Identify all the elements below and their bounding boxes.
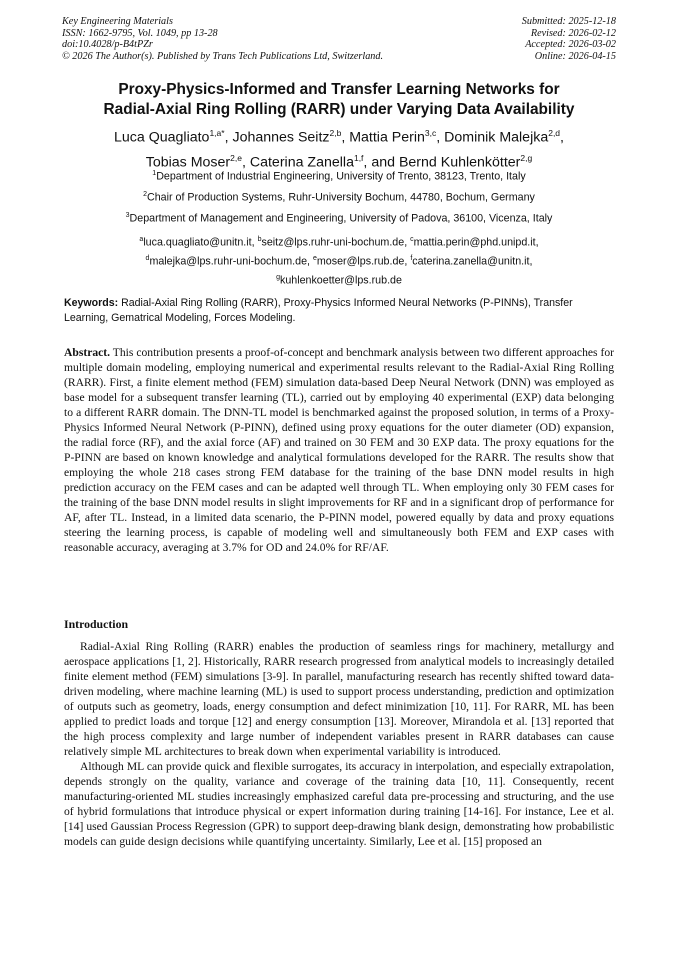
journal-header: [62, 16, 616, 62]
publication-dates: [522, 16, 616, 62]
author-affil: 1,f: [353, 152, 364, 163]
email: moser@lps.rub.de: [316, 255, 405, 268]
keywords-text: Radial-Axial Ring Rolling (RARR), Proxy-Physics Informed Neural Networks (P-PINNs), Transfer Learning, Gematrical Modeling, Forces Modeling.: [64, 297, 573, 324]
authors-and: and: [371, 154, 395, 171]
paragraph: Radial-Axial Ring Rolling (RARR) enables the production of seamless rings for machinery, metallurgy and aerospace applications [1, 2]. Historically, RARR research progressed from analytical models to increasingly detailed finite element method (FEM) simulations [3-9]. In parallel, manufacturing research has recently shifted toward data-driven modeling, where machine learning (ML) is used to support process understanding, prediction and optimization of outputs such as geometry, loads, energy consumption and defect minimization [10, 11]. For RARR, ML has been applied to predict loads and torque [12] and energy consumption [13]. Moreover, Mirandola et al. [13] reported that the high process complexity and large number of independent variables present in RARR databases can cause relatively simple ML architectures to break down when experimental variability is introduced.: [64, 640, 614, 758]
keywords-label: Keywords:: [64, 297, 119, 309]
journal-issn: ISSN: 1662-9795, Vol. 1049, pp 13-28: [62, 27, 218, 39]
author-affil: 2,b: [329, 128, 342, 138]
abstract-label: Abstract.: [64, 346, 111, 359]
email: malejka@lps.ruhr-uni-bochum.de: [149, 255, 308, 268]
title-line-2: Radial-Axial Ring Rolling (RARR) under Varying Data Availability: [103, 101, 575, 118]
author-affil: 2,e: [230, 152, 242, 163]
paragraph: Although ML can provide quick and flexible surrogates, its accuracy in interpolation, and especially extrapolation, depends strongly on the quality, variance and coverage of the training data [10, 11]. Consequently, recent manufacturing-oriented ML studies increasingly emphasized careful data pre-processing and structuring, and the use of hybrid formulations that introduce physical or expert information during training [14-16]. For instance, Lee et al. [14] used Gaussian Process Regression (GPR) to support deep-drawing blank design, demonstrating how probabilistic models can guide design decisions while quantifying uncertainty. Similarly, Lee et al. [15] proposed an: [64, 760, 614, 848]
author-affil: 1,a*: [209, 128, 225, 138]
author-name: Mattia Perin: [349, 129, 425, 146]
introduction-body: [64, 639, 614, 849]
journal-copyright: © 2026 The Author(s). Published by Trans Tech Publications Ltd, Switzerland.: [62, 50, 384, 62]
date-online: Online: 2026-04-15: [534, 50, 616, 62]
author-name: Luca Quagliato: [114, 129, 210, 146]
email-letter: a: [139, 236, 144, 243]
date-submitted: Submitted: 2025-12-18: [521, 16, 616, 27]
email: seitz@lps.ruhr-uni-bochum.de: [261, 236, 405, 249]
abstract-text: This contribution presents a proof-of-concept and benchmark analysis between two different approaches for multiple domain modeling, employing numerical and experimental results relevant to the Radial-Axial Ring Rolling (RARR). First, a finite element method (FEM) simulation data-based Deep Neural Network (DNN) was employed as base model for a subsequent transfer learning (TL), carried out by employing 40 experimental (EXP) data belonging to a different RARR domain. The DNN-TL model is benchmarked against the proposed solution, in terms of a Proxy-Physics Informed Neural Network (P-PINN), defined using proxy equations for the outer diameter (OD) expansion, the radial force (RF), and the axial force (AF) and trained on 30 FEM and 30 EXP data. The proxy equations for the P-PINN are based on known knowledge and analytical formulations developed for the RARR. The results show that employing the whole 218 cases strong FEM database for the training of the base DNN model results in high prediction accuracy on the FEM cases and can be adapted well through TL. When employing only 30 FEM cases for the training of the base DNN model results in slight improvements for RF and in a significant drop of performance for AF, after TL. Instead, in a limited data scenario, the P-PINN model, powered equally by data and proxy equations steering the learning process, is capable of modeling well and simultaneously both FEM and EXP cases with reasonable accuracy, averaging at 3.7% for OD and 24.0% for RF/AF.: [64, 346, 614, 554]
affiliation-text: Department of Management and Engineering, University of Padova, 36100, Vicenza, Italy: [129, 212, 553, 225]
email-letter: f: [410, 255, 413, 263]
email-letter: c: [410, 236, 414, 243]
email-letter: b: [257, 236, 262, 243]
paper-title: [40, 80, 638, 120]
authors-line-1: Luca Quagliato$^{1,a*}$, Johannes Seitz$^{2,b}$, Mattia Perin$^{3,c}$, Dominik Malejka$^{2,d}$,: [114, 128, 564, 146]
author-name: Tobias Moser: [145, 154, 231, 171]
affiliation-text: Chair of Production Systems, Ruhr-University Bochum, 44780, Bochum, Germany: [147, 191, 535, 204]
emails-line-3: [40, 270, 638, 289]
affiliation-number: 3: [125, 212, 130, 219]
author-name: Bernd Kuhlenkötter: [398, 154, 521, 171]
affiliation-number: 1: [152, 170, 157, 177]
author-name: Johannes Seitz: [232, 129, 330, 146]
author-affil: 2,g: [520, 152, 533, 163]
email: luca.quagliato@unitn.it: [143, 236, 252, 249]
journal-info: [62, 16, 383, 62]
affiliation: [40, 209, 638, 230]
author-affil: 3,c: [424, 128, 437, 138]
email-letter: e: [312, 255, 317, 263]
abstract: [64, 345, 614, 555]
email-letter: d: [145, 255, 150, 263]
date-accepted: Accepted: 2026-03-02: [525, 39, 616, 51]
author-name: Caterina Zanella: [249, 154, 354, 171]
email: mattia.perin@phd.unipd.it: [413, 236, 536, 249]
affiliation-number: 2: [143, 191, 147, 198]
author-name: Dominik Malejka: [444, 129, 549, 146]
email: kuhlenkoetter@lps.rub.de: [279, 274, 402, 287]
emails-line-1: $^a$luca.quagliato@unitn.it, $^b$seitz@lps.ruhr-uni-bochum.de, $^c$mattia.perin@phd.unipd.it,: [139, 236, 539, 249]
affiliation: [40, 188, 638, 209]
keywords: [64, 296, 614, 325]
emails-line-2: $^d$malejka@lps.ruhr-uni-bochum.de, $^e$moser@lps.rub.de, $^f$caterina.zanella@unitn.it,: [145, 255, 533, 268]
email: caterina.zanella@unitn.it: [412, 255, 530, 268]
date-revised: Revised: 2026-02-12: [530, 27, 616, 39]
affiliation-text: Department of Industrial Engineering, University of Trento, 38123, Trento, Italy: [156, 170, 526, 183]
author-affil: 2,d: [548, 128, 561, 138]
affiliation: [40, 167, 638, 188]
journal-name: Key Engineering Materials: [62, 16, 173, 27]
title-line-1: Proxy-Physics-Informed and Transfer Learning Networks for: [118, 81, 560, 98]
author-emails: [40, 232, 638, 289]
affiliations: [40, 167, 638, 230]
section-heading-introduction: Introduction: [64, 617, 129, 631]
journal-doi: doi:10.4028/p-B4tPZr: [62, 39, 153, 51]
email-letter: g: [276, 274, 280, 282]
author-list: [40, 123, 638, 172]
authors-line-2: Tobias Moser$^{2,e}$, Caterina Zanella$^{1,f}$, and Bernd Kuhlenkötter$^{2,g}$: [145, 152, 533, 171]
